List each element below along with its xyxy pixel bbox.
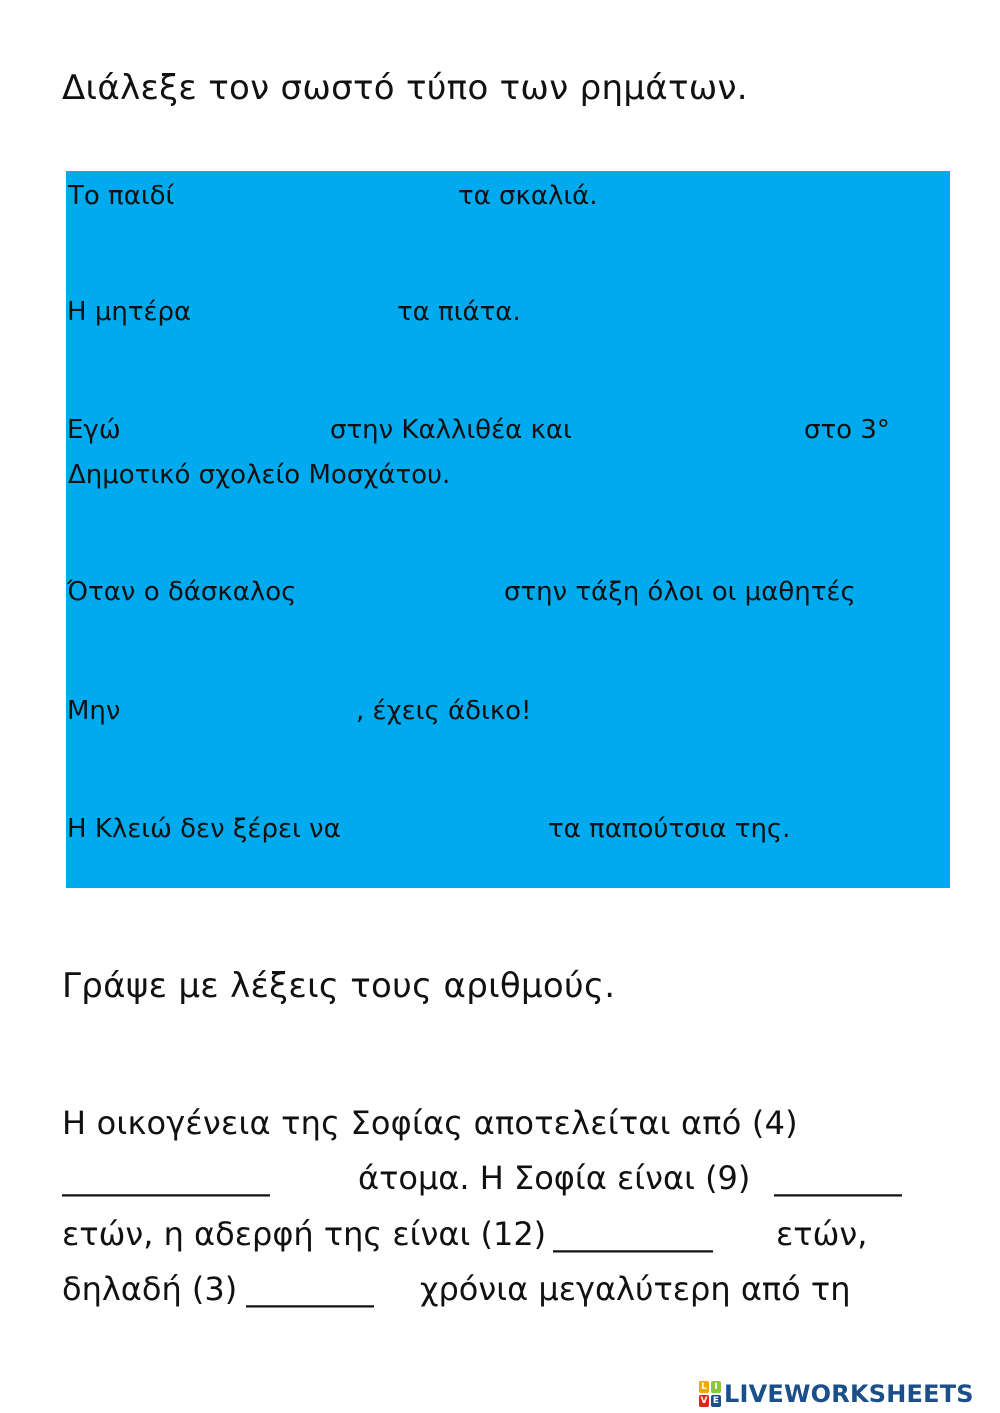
paragraph-line-1: Η οικογένεια της Σοφίας αποτελείται από (4) xyxy=(62,1104,798,1142)
logo-letter-i: I xyxy=(711,1381,721,1393)
sentence-5-end: , έχεις άδικο! xyxy=(356,696,532,726)
sentence-6-end: τα παπούτσια της. xyxy=(548,814,791,844)
liveworksheets-logo xyxy=(699,1377,974,1411)
answer-blank-nine[interactable]: ________ xyxy=(774,1159,902,1197)
paragraph-line-4-tail: χρόνια μεγαλύτερη από τη xyxy=(420,1270,851,1308)
verb-exercise-panel xyxy=(66,171,950,888)
sentence-6-start: Η Κλειώ δεν ξέρει να xyxy=(67,814,341,844)
logo-letter-e: E xyxy=(712,1396,720,1406)
answer-blank-twelve[interactable]: __________ xyxy=(553,1215,713,1253)
paragraph-line-2-text: άτομα. Η Σοφία είναι (9) xyxy=(358,1159,751,1197)
sentence-1-start: Το παιδί xyxy=(68,181,175,211)
liveworksheets-logo-text: LIVEWORKSHEETS xyxy=(724,1380,974,1408)
sentence-5-start: Μην xyxy=(67,696,121,726)
logo-letter-l: L xyxy=(699,1381,709,1393)
sentence-4-end: στην τάξη όλοι οι μαθητές xyxy=(504,577,856,607)
sentence-2-end: τα πιάτα. xyxy=(397,297,521,327)
sentence-3-start: Εγώ xyxy=(67,415,121,445)
sentence-4-start: Όταν ο δάσκαλος xyxy=(67,577,297,607)
sentence-2-start: Η μητέρα xyxy=(67,297,192,327)
paragraph-line-3-text: ετών, η αδερφή της είναι (12) xyxy=(62,1215,547,1253)
paragraph-line-3-tail: ετών, xyxy=(776,1215,868,1253)
answer-blank-four[interactable]: _____________ xyxy=(62,1159,270,1197)
sentence-3-end: στο 3° xyxy=(804,415,890,445)
sentence-3-continuation: Δημοτικό σχολείο Μοσχάτου. xyxy=(68,460,451,490)
answer-blank-three[interactable]: ________ xyxy=(246,1270,374,1308)
exercise-1-heading: Διάλεξε τον σωστό τύπο των ρημάτων. xyxy=(62,68,748,108)
exercise-2-heading: Γράψε με λέξεις τους αριθμούς. xyxy=(62,966,616,1006)
sentence-1-end: τα σκαλιά. xyxy=(458,181,598,211)
sentence-3-middle: στην Καλλιθέα και xyxy=(330,415,572,445)
paragraph-line-4-text: δηλαδή (3) xyxy=(62,1270,238,1308)
liveworksheets-logo-icon xyxy=(699,1381,721,1407)
logo-letter-v: V xyxy=(700,1396,708,1406)
